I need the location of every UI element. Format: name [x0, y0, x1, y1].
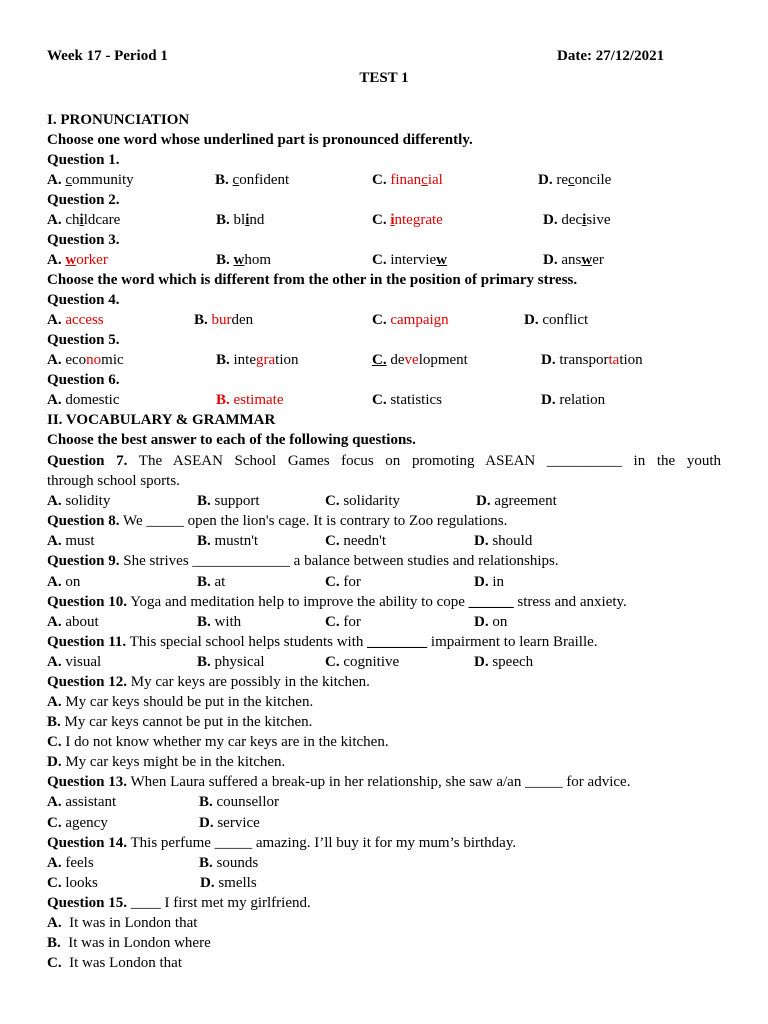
question-label: Question 2.	[47, 192, 120, 208]
option-c: C. financial	[372, 172, 443, 188]
option-d: D. smells	[200, 875, 257, 891]
option-d: D. answer	[543, 252, 604, 268]
question-label: Question 3.	[47, 232, 120, 248]
option-d: D. decisive	[543, 212, 611, 228]
option-a: A. solidity	[47, 493, 111, 509]
question-label: Question 6.	[47, 372, 120, 388]
option-b: B. blind	[216, 212, 265, 228]
question-stem: Question 9. She strives _____________ a balance between studies and relationships.	[47, 553, 559, 569]
option-b: B. estimate	[216, 392, 284, 408]
option-c: C. statistics	[372, 392, 443, 408]
option-a: A. It was in London that	[47, 915, 198, 931]
week-period: Week 17 - Period 1	[47, 48, 168, 64]
option-c: C. cognitive	[325, 654, 400, 670]
option-a: A. on	[47, 574, 81, 590]
option-c: C. interview	[372, 252, 448, 268]
option-d: D. My car keys might be in the kitchen.	[47, 754, 286, 770]
option-c: C. needn't	[325, 533, 387, 549]
option-c: C. I do not know whether my car keys are in the kitchen.	[47, 734, 389, 750]
option-a: A. community	[47, 172, 134, 188]
option-d: D. service	[199, 815, 260, 831]
question-stem: Question 12. My car keys are possibly in the kitchen.	[47, 674, 370, 690]
option-d: D. reconcile	[538, 172, 612, 188]
test-title: TEST 1	[359, 70, 409, 86]
question-stem: Question 11. This special school helps students with ________ impairment to learn Braille.	[47, 634, 598, 650]
option-b: B. with	[197, 614, 242, 630]
option-c: C. integrate	[372, 212, 443, 228]
option-a: A. worker	[47, 252, 108, 268]
option-b: B. counsellor	[199, 794, 279, 810]
option-c: C. solidarity	[325, 493, 401, 509]
option-b: B. It was in London where	[47, 935, 211, 951]
question-stem: Question 8. We _____ open the lion's cage. It is contrary to Zoo regulations.	[47, 513, 508, 529]
option-d: D. in	[474, 574, 505, 590]
option-d: D. agreement	[476, 493, 557, 509]
question-label: Question 5.	[47, 332, 120, 348]
option-a: A. visual	[47, 654, 102, 670]
option-a: A. feels	[47, 855, 94, 871]
instruction-stress: Choose the word which is different from the other in the position of primary stress.	[47, 272, 578, 288]
question-stem: Question 10. Yoga and meditation help to improve the ability to cope ______ stress and anxiety.	[47, 594, 627, 610]
option-b: B. mustn't	[197, 533, 259, 549]
option-a: A. economic	[47, 352, 124, 368]
option-d: D. relation	[541, 392, 606, 408]
instruction-pronunciation: Choose one word whose underlined part is pronounced differently.	[47, 132, 473, 148]
option-d: D. transportation	[541, 352, 643, 368]
option-a: A. must	[47, 533, 95, 549]
option-d: D. speech	[474, 654, 534, 670]
question-stem: Question 15. ____ I first met my girlfriend.	[47, 895, 311, 911]
option-c: C. campaign	[372, 312, 449, 328]
date: Date: 27/12/2021	[557, 48, 665, 64]
option-c: C. for	[325, 614, 361, 630]
instruction-vocabulary: Choose the best answer to each of the following questions.	[47, 432, 416, 448]
option-d: D. on	[474, 614, 508, 630]
option-a: A. domestic	[47, 392, 120, 408]
option-c: C. It was London that	[47, 955, 182, 971]
option-b: B. My car keys cannot be put in the kitchen.	[47, 714, 313, 730]
option-b: B. support	[197, 493, 260, 509]
option-b: B. confident	[215, 172, 290, 188]
option-a: A. access	[47, 312, 104, 328]
option-d: D. should	[474, 533, 533, 549]
question-stem: Question 7. The ASEAN School Games focus on promoting ASEAN __________ in the youth	[47, 453, 721, 469]
option-a: A. My car keys should be put in the kitchen.	[47, 694, 314, 710]
section-heading-pronunciation: I. PRONUNCIATION	[47, 112, 190, 128]
option-a: A. childcare	[47, 212, 121, 228]
option-c: C. development	[372, 352, 468, 368]
option-a: A. assistant	[47, 794, 117, 810]
option-b: B. sounds	[199, 855, 259, 871]
question-stem: Question 13. When Laura suffered a break-up in her relationship, she saw a/an _____ for advice.	[47, 774, 631, 790]
option-b: B. at	[197, 574, 226, 590]
option-c: C. for	[325, 574, 361, 590]
option-b: B. burden	[194, 312, 254, 328]
section-heading-vocabulary: II. VOCABULARY & GRAMMAR	[47, 412, 276, 428]
option-c: C. agency	[47, 815, 108, 831]
option-b: B. physical	[197, 654, 265, 670]
question-stem-continued: through school sports.	[47, 473, 180, 489]
question-stem: Question 14. This perfume _____ amazing. I’ll buy it for my mum’s birthday.	[47, 835, 517, 851]
option-d: D. conflict	[524, 312, 589, 328]
question-label: Question 4.	[47, 292, 120, 308]
option-a: A. about	[47, 614, 99, 630]
option-c: C. looks	[47, 875, 98, 891]
option-b: B. integration	[216, 352, 299, 368]
question-label: Question 1.	[47, 152, 120, 168]
option-b: B. whom	[216, 252, 272, 268]
